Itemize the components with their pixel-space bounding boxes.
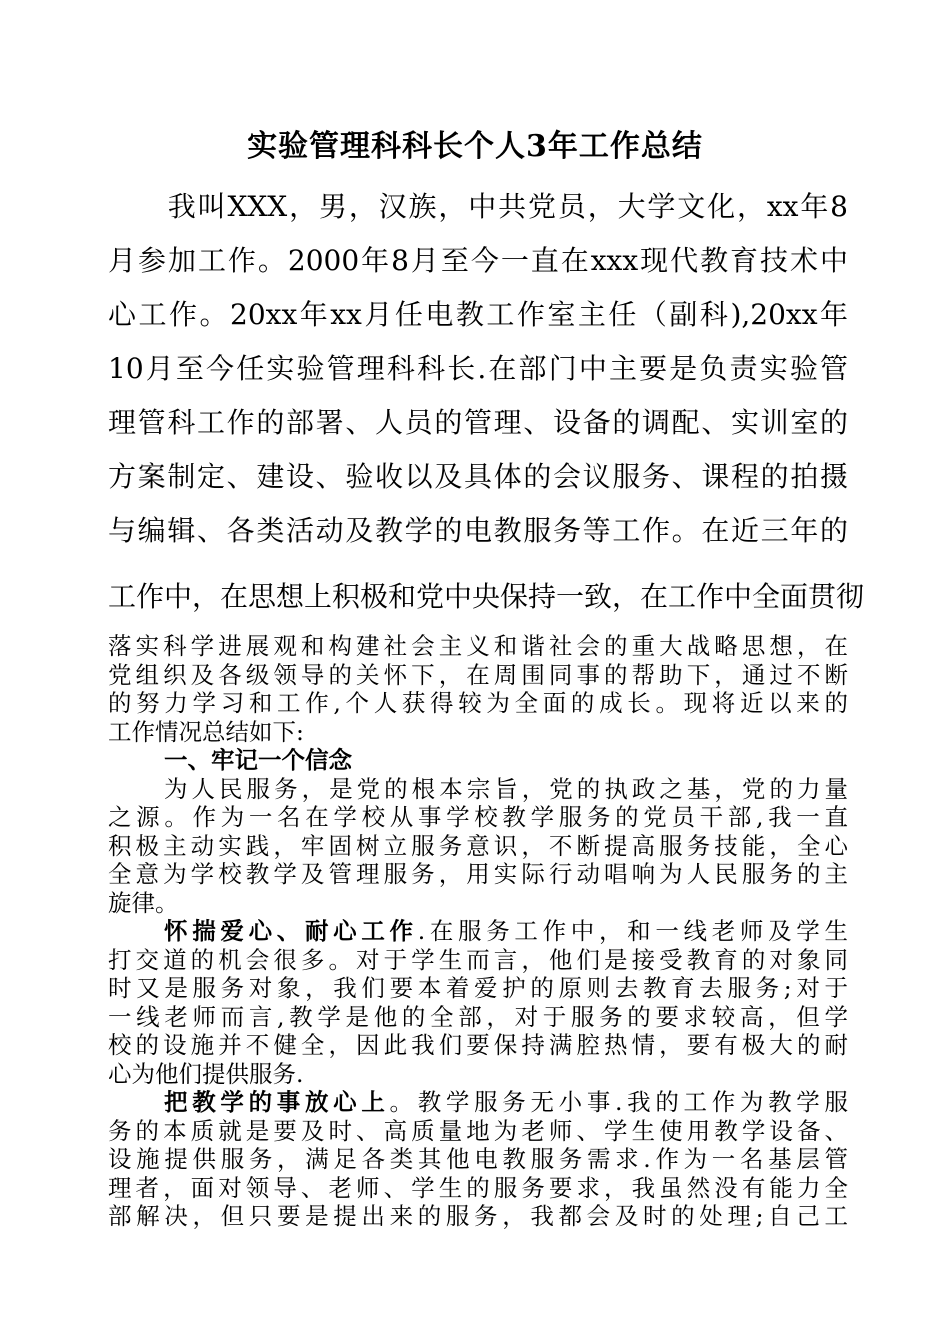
paragraph-line: 理者，面对领导、老师、学生的服务要求，我虽然没有能力全 bbox=[108, 1173, 848, 1202]
paragraph-lead-rest: 。教学服务无小事.我的工作为教学服 bbox=[389, 1088, 848, 1116]
document-title: 实验管理科科长个人3年工作总结 bbox=[247, 129, 703, 164]
intro-line: 月参加工作。2000年8月至今一直在xxx现代教育技术中 bbox=[108, 244, 848, 277]
paragraph-line: 校的设施并不健全，因此我们要保持满腔热情，要有极大的耐 bbox=[108, 1031, 848, 1059]
section-line: 为人民服务，是党的根本宗旨，党的执政之基，党的力量 bbox=[164, 774, 848, 803]
paragraph-first-line bbox=[108, 917, 848, 946]
intro-line: 我叫XXX，男，汉族，中共党员，大学文化，xx年8 bbox=[108, 190, 848, 223]
paragraph-line: 心为他们提供服务. bbox=[108, 1059, 304, 1088]
body-line: 工作情况总结如下: bbox=[108, 717, 304, 746]
paragraph-lead: 怀揣爱心、耐心工作 bbox=[164, 917, 418, 945]
intro-line: 理管科工作的部署、人员的管理、设备的调配、实训室的 bbox=[108, 406, 848, 439]
body-line: 落实科学进展观和构建社会主义和谐社会的重大战略思想，在 bbox=[108, 632, 848, 660]
intro-line: 10月至今任实验管理科科长.在部门中主要是负责实验管 bbox=[108, 352, 848, 385]
paragraph-lead: 把教学的事放心上 bbox=[164, 1088, 390, 1116]
paragraph-lead-rest: .在服务工作中，和一线老师及学生 bbox=[417, 917, 848, 945]
body-text bbox=[108, 632, 848, 1231]
body-line: 党组织及各级领导的关怀下，在周围同事的帮助下，通过不断 bbox=[108, 660, 848, 689]
paragraph-line: 打交道的机会很多。对于学生而言，他们是接受教育的对象同 bbox=[108, 945, 848, 974]
intro-line: 工作中，在思想上积极和党中央保持一致，在工作中全面贯彻 bbox=[108, 580, 865, 613]
paragraph-line: 部解决，但只要是提出来的服务，我都会及时的处理;自己工 bbox=[108, 1202, 848, 1230]
intro-line: 心工作。20xx年xx月任电教工作室主任（副科),20xx年 bbox=[108, 298, 848, 331]
section-line: 旋律。 bbox=[108, 888, 179, 917]
paragraph-first-line bbox=[108, 1088, 848, 1117]
body-line: 的努力学习和工作,个人获得较为全面的成长。现将近以来的 bbox=[108, 689, 848, 717]
intro-line: 方案制定、建设、验收以及具体的会议服务、课程的拍摄 bbox=[108, 460, 848, 493]
paragraph-line: 设施提供服务，满足各类其他电教服务需求.作为一名基层管 bbox=[108, 1145, 848, 1173]
section-line: 全意为学校教学及管理服务，用实际行动唱响为人民服务的主 bbox=[108, 860, 848, 888]
intro-line: 与编辑、各类活动及教学的电教服务等工作。在近三年的 bbox=[108, 514, 848, 547]
paragraph-line: 务的本质就是要及时、高质量地为老师、学生使用教学设备、 bbox=[108, 1116, 848, 1145]
intro-paragraph bbox=[108, 180, 865, 624]
paragraph-line: 时又是服务对象，我们要本着爱护的原则去教育去服务;对于 bbox=[108, 974, 848, 1002]
section-line: 之源。作为一名在学校从事学校教学服务的党员干部,我一直 bbox=[108, 803, 848, 831]
paragraph-line: 一线老师而言,教学是他的全部，对于服务的要求较高，但学 bbox=[108, 1002, 848, 1031]
section-heading: 一、牢记一个信念 bbox=[164, 746, 352, 774]
section-line: 积极主动实践，牢固树立服务意识，不断提高服务技能，全心 bbox=[108, 831, 848, 860]
